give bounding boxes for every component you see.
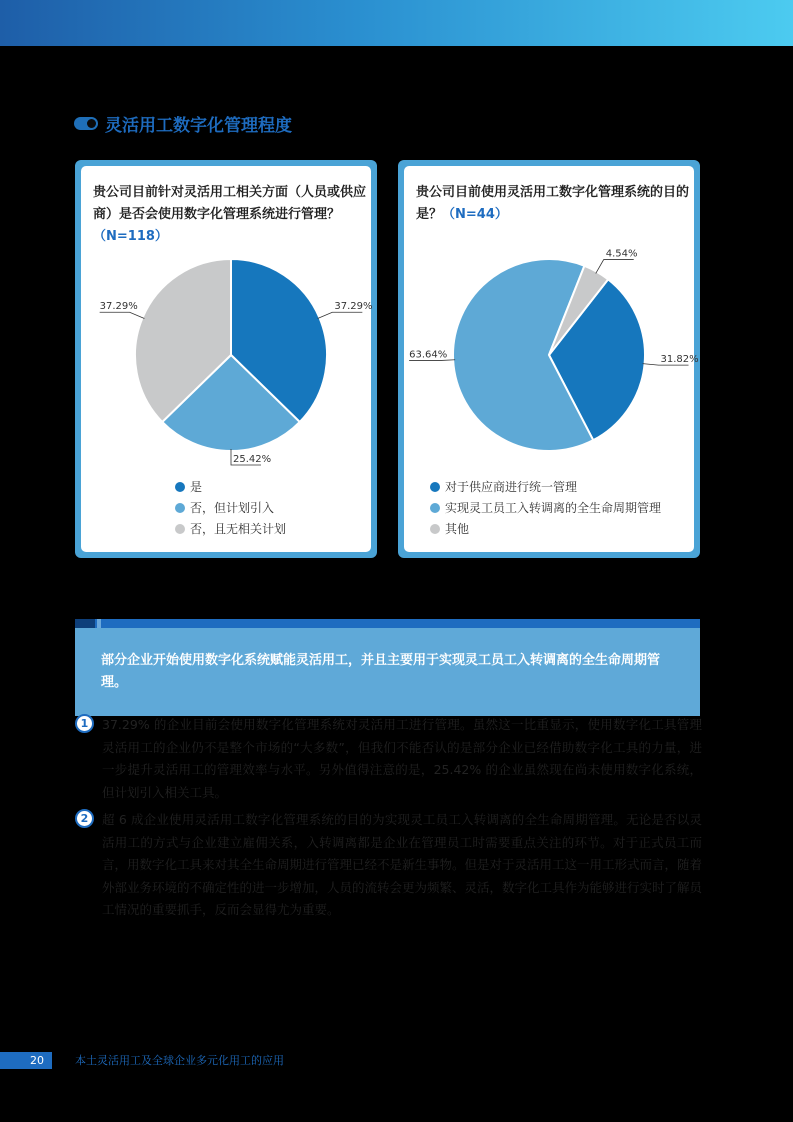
chart-2-sample-size: （N=44）	[442, 207, 508, 222]
header-band	[0, 0, 793, 46]
section-title: 灵活用工数字化管理程度	[105, 115, 292, 136]
slice-label: 37.29%	[99, 301, 138, 313]
legend-item: 否，且无相关计划	[175, 518, 286, 539]
key-point-text: 超 6 成企业使用灵活用工数字化管理系统的目的为实现灵工员工入转调离的全生命周期管理。无论是否以灵活用工的方式与企业建立雇佣关系，入转调离都是企业在管理员工时需要重点关注的环节。对于正式员工而言，用数字化工具来对其全生命周期进行管理已经不是新生事物。但是对于灵活用工这一用工形式而言，随着外部业务环境的不确定性的进一步增加，人员的流转会更为频繁、灵活，数字化工具作为能够进行实时了解员工情况的重要抓手，反而会显得尤为重要。	[102, 812, 703, 917]
legend-item: 其他	[430, 518, 661, 539]
page-number: 20	[0, 1052, 52, 1069]
legend-swatch	[175, 482, 185, 492]
legend-swatch	[430, 503, 440, 513]
legend-swatch	[175, 524, 185, 534]
summary-accent-bar	[75, 619, 700, 628]
number-1-icon: 1	[75, 714, 94, 733]
chart-card-2	[398, 160, 700, 558]
accent-block	[97, 619, 101, 628]
chart-1-sample-size: （N=118）	[93, 229, 168, 244]
accent-block	[75, 619, 95, 628]
legend-item: 是	[175, 476, 286, 497]
chart-1-legend	[175, 476, 286, 539]
chart-2-question: 贵公司目前使用灵活用工数字化管理系统的目的是？（N=44）	[416, 185, 690, 222]
chart-2-legend	[430, 476, 661, 539]
legend-swatch	[175, 503, 185, 513]
key-point-text: 37.29% 的企业目前会使用数字化管理系统对灵活用工进行管理。虽然这一比重显示，使用数字化工具管理灵活用工的企业仍不是整个市场的“大多数”，但我们不能否认的是部分企业已经借助数字化工具的力量，进一步提升灵活用工的管理效率与水平。另外值得注意的是，25.42% 的企业虽然现在尚未使用数字化系统，但计划引入相关工具。	[102, 717, 702, 800]
legend-item: 否，但计划引入	[175, 497, 286, 518]
leader-line	[596, 260, 634, 274]
footer-title: 本土灵活用工及全球企业多元化用工的应用	[75, 1054, 284, 1067]
chart-1-question: 贵公司目前针对灵活用工相关方面（人员或供应商）是否会使用数字化管理系统进行管理？（N=118）	[93, 185, 367, 244]
legend-swatch	[430, 524, 440, 534]
slice-label: 37.29%	[334, 301, 373, 313]
slice-label: 63.64%	[409, 349, 448, 361]
summary-callout: 部分企业开始使用数字化系统赋能灵活用工，并且主要用于实现灵工员工入转调离的全生命周期管理。	[75, 628, 700, 716]
slice-label: 4.54%	[605, 248, 638, 260]
section-heading	[74, 112, 292, 134]
toggle-icon	[74, 117, 98, 130]
legend-item: 实现灵工员工入转调离的全生命周期管理	[430, 497, 661, 518]
number-2-icon: 2	[75, 809, 94, 828]
leader-line	[100, 312, 145, 318]
legend-swatch	[430, 482, 440, 492]
slice-label: 31.82%	[660, 354, 699, 366]
legend-item: 对于供应商进行统一管理	[430, 476, 661, 497]
key-point-2	[75, 809, 703, 919]
key-point-1	[75, 714, 703, 804]
leader-line	[318, 312, 363, 318]
chart-card-1	[75, 160, 377, 558]
slice-label: 25.42%	[233, 454, 272, 465]
